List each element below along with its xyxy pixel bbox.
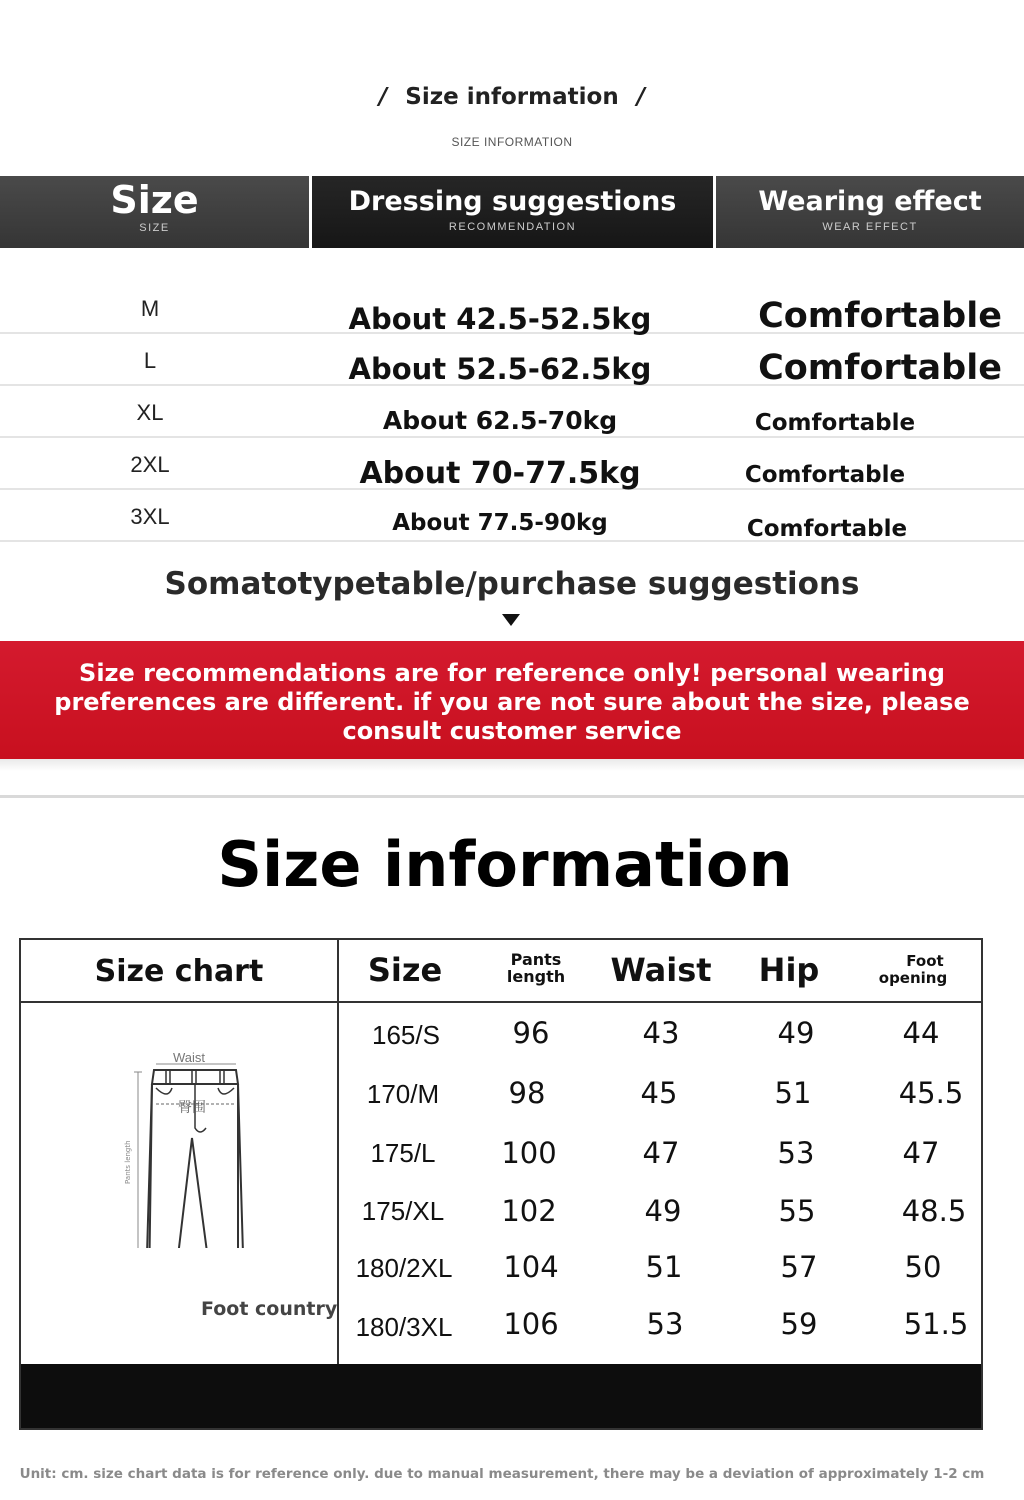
rec-effect: Comfortable xyxy=(758,348,1002,388)
col-header-pants-length xyxy=(491,940,581,1001)
header-effect xyxy=(716,176,1024,248)
notice-line: preferences are different. if you are not sure about the size, please xyxy=(54,688,970,716)
title-slash-right: / xyxy=(636,84,646,110)
cell-foot: 47 xyxy=(902,1136,940,1170)
cell-hip: 59 xyxy=(780,1307,818,1341)
rec-row xyxy=(0,282,1024,334)
cell-length: 96 xyxy=(512,1016,550,1050)
rec-effect: Comfortable xyxy=(758,296,1002,336)
col-header-pants-line2: length xyxy=(506,967,566,986)
cell-waist: 43 xyxy=(642,1016,680,1050)
somatotype-title: Somatotypetable/purchase suggestions xyxy=(164,566,860,602)
cell-size: 180/3XL xyxy=(355,1312,453,1342)
diagram-label-waist: Waist xyxy=(173,1050,206,1065)
cell-hip: 49 xyxy=(777,1016,815,1050)
header-dressing-label: Dressing suggestions xyxy=(348,186,677,217)
cell-hip: 53 xyxy=(777,1136,815,1170)
notice-banner xyxy=(0,641,1024,759)
notice-line: consult customer service xyxy=(342,717,682,745)
header-effect-label: Wearing effect xyxy=(758,186,982,217)
rec-row xyxy=(0,490,1024,542)
section-title xyxy=(0,84,1024,110)
cell-hip: 55 xyxy=(778,1194,816,1228)
cell-waist: 47 xyxy=(642,1136,680,1170)
col-header-waist: Waist xyxy=(610,951,712,989)
rec-weight: About 77.5-90kg xyxy=(392,510,608,536)
unit-note: Unit: cm. size chart data is for reference only. due to manual measurement, there may be a deviation of approximately 1-2 cm xyxy=(19,1466,985,1482)
rec-weight: About 42.5-52.5kg xyxy=(348,302,652,336)
size-chart-table xyxy=(19,938,983,1430)
col-header-size: Size xyxy=(367,951,443,989)
header-dressing-sub: RECOMMENDATION xyxy=(448,221,577,233)
rec-size: 2XL xyxy=(130,452,170,477)
cell-waist: 51 xyxy=(645,1250,683,1284)
cell-length: 104 xyxy=(503,1250,559,1284)
header-size-label: Size xyxy=(110,178,199,222)
rec-effect: Comfortable xyxy=(746,516,908,542)
rec-size: XL xyxy=(136,400,164,425)
cell-size: 180/2XL xyxy=(355,1253,453,1283)
header-size-sub: SIZE xyxy=(139,222,170,234)
table-footer-bar xyxy=(21,1364,981,1428)
table-divider-vertical xyxy=(337,940,339,1368)
diagram-label-foot: Foot country xyxy=(201,1298,338,1320)
diagram-label-length: Pants length xyxy=(124,1140,132,1184)
cell-waist: 49 xyxy=(644,1194,682,1228)
cell-foot: 44 xyxy=(902,1016,940,1050)
cell-length: 98 xyxy=(508,1076,546,1110)
col-header-hip: Hip xyxy=(758,951,820,989)
cell-length: 100 xyxy=(501,1136,557,1170)
rec-size: 3XL xyxy=(130,504,170,529)
diagram-label-hip: 臀围 xyxy=(178,1100,206,1116)
cell-size: 175/L xyxy=(370,1138,436,1168)
cell-foot: 51.5 xyxy=(903,1307,969,1341)
title-slash-left: / xyxy=(378,84,388,110)
cell-size: 175/XL xyxy=(361,1196,445,1226)
down-triangle-icon xyxy=(502,614,520,626)
size-info-title: Size information xyxy=(217,828,793,901)
cell-waist: 53 xyxy=(646,1307,684,1341)
rec-effect: Comfortable xyxy=(744,462,906,488)
rec-row xyxy=(0,386,1024,438)
cell-foot: 48.5 xyxy=(901,1194,967,1228)
col-header-pants-line1: Pants xyxy=(510,950,562,969)
rec-effect: Comfortable xyxy=(754,410,916,436)
cell-foot: 45.5 xyxy=(898,1076,964,1110)
rec-weight: About 52.5-62.5kg xyxy=(348,352,652,386)
cell-hip: 51 xyxy=(774,1076,812,1110)
section-title-text: Size information xyxy=(405,84,619,110)
cell-hip: 57 xyxy=(780,1250,818,1284)
col-header-foot-opening xyxy=(873,940,953,1001)
header-dressing xyxy=(312,176,713,248)
header-size xyxy=(0,176,309,248)
rec-size: M xyxy=(140,296,160,321)
rec-row xyxy=(0,438,1024,490)
rec-weight: About 70-77.5kg xyxy=(359,456,641,491)
rec-weight: About 62.5-70kg xyxy=(382,406,618,435)
cell-length: 102 xyxy=(501,1194,557,1228)
section-divider xyxy=(0,795,1024,798)
rec-size: L xyxy=(143,348,157,373)
col-header-foot-line1: Foot xyxy=(906,952,944,970)
banner-shadow xyxy=(0,759,1024,771)
header-effect-sub: WEAR EFFECT xyxy=(822,221,918,233)
section-subtitle: SIZE INFORMATION xyxy=(451,135,573,149)
cell-size: 170/M xyxy=(366,1079,440,1109)
cell-size: 165/S xyxy=(372,1020,440,1050)
pants-diagram xyxy=(116,988,266,1248)
rec-row xyxy=(0,334,1024,386)
col-header-foot-line2: opening xyxy=(878,969,948,987)
cell-length: 106 xyxy=(503,1307,559,1341)
notice-line: Size recommendations are for reference only! personal wearing xyxy=(79,659,945,687)
size-chart-label: Size chart xyxy=(94,954,264,989)
cell-foot: 50 xyxy=(904,1250,942,1284)
cell-waist: 45 xyxy=(640,1076,678,1110)
